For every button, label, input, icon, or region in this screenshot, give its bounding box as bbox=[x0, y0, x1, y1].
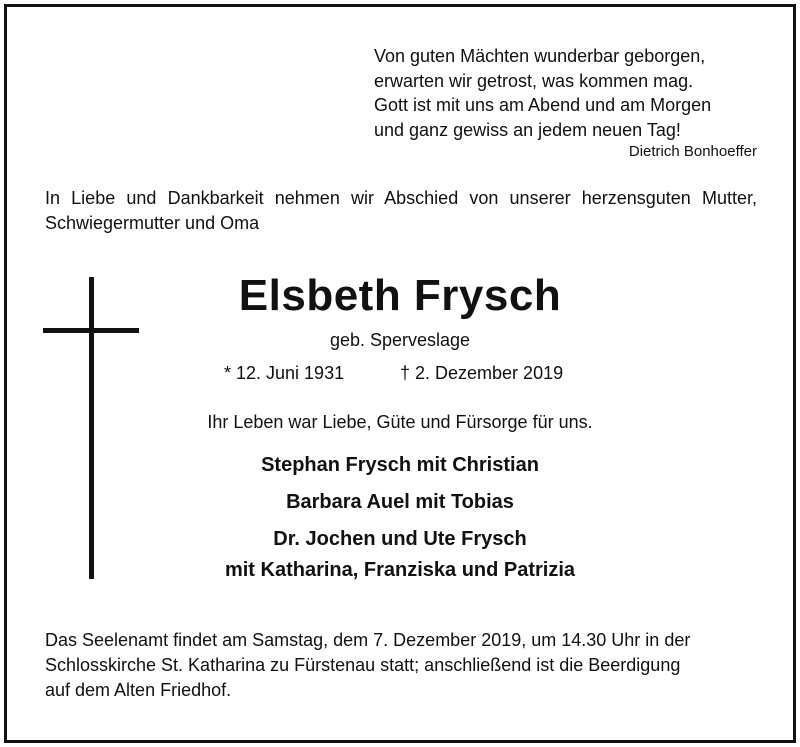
funeral-line: auf dem Alten Friedhof. bbox=[45, 680, 232, 700]
poem-line: Gott ist mit uns am Abend und am Morgen bbox=[374, 95, 712, 115]
poem-author: Dietrich Bonhoeffer bbox=[628, 143, 757, 160]
cross-icon-horizontal bbox=[43, 328, 139, 333]
funeral-line: Schlosskirche St. Katharina zu Fürstenau statt; anschließend ist die Beerdigung bbox=[45, 655, 681, 675]
funeral-notice bbox=[45, 628, 757, 703]
death-date: † 2. Dezember 2019 bbox=[400, 363, 564, 383]
bonhoeffer-poem bbox=[374, 44, 711, 142]
poem-line: und ganz gewiss an jedem neuen Tag! bbox=[374, 119, 681, 140]
life-motto: Ihr Leben war Liebe, Güte und Fürsorge für uns. bbox=[207, 412, 593, 432]
birth-date: * 12. Juni 1931 bbox=[224, 363, 345, 383]
mourner-line: Barbara Auel mit Tobias bbox=[286, 491, 514, 513]
deceased-name: Elsbeth Frysch bbox=[238, 271, 562, 320]
mourner-line: Stephan Frysch mit Christian bbox=[261, 454, 539, 476]
mourner-line: mit Katharina, Franziska und Patrizia bbox=[224, 559, 576, 581]
mourner-line: Dr. Jochen und Ute Frysch bbox=[273, 528, 527, 550]
intro-text: In Liebe und Dankbarkeit nehmen wir Abschied von unserer herzensguten Mutter, Schwiegermutter und Oma bbox=[45, 188, 757, 233]
funeral-line: Das Seelenamt findet am Samstag, dem 7. Dezember 2019, um 14.30 Uhr in der bbox=[45, 630, 691, 650]
cross-icon-vertical bbox=[89, 277, 94, 579]
poem-line: Von guten Mächten wunderbar geborgen, bbox=[374, 46, 706, 66]
poem-line: erwarten wir getrost, was kommen mag. bbox=[374, 70, 694, 91]
maiden-name: geb. Sperveslage bbox=[329, 330, 471, 350]
